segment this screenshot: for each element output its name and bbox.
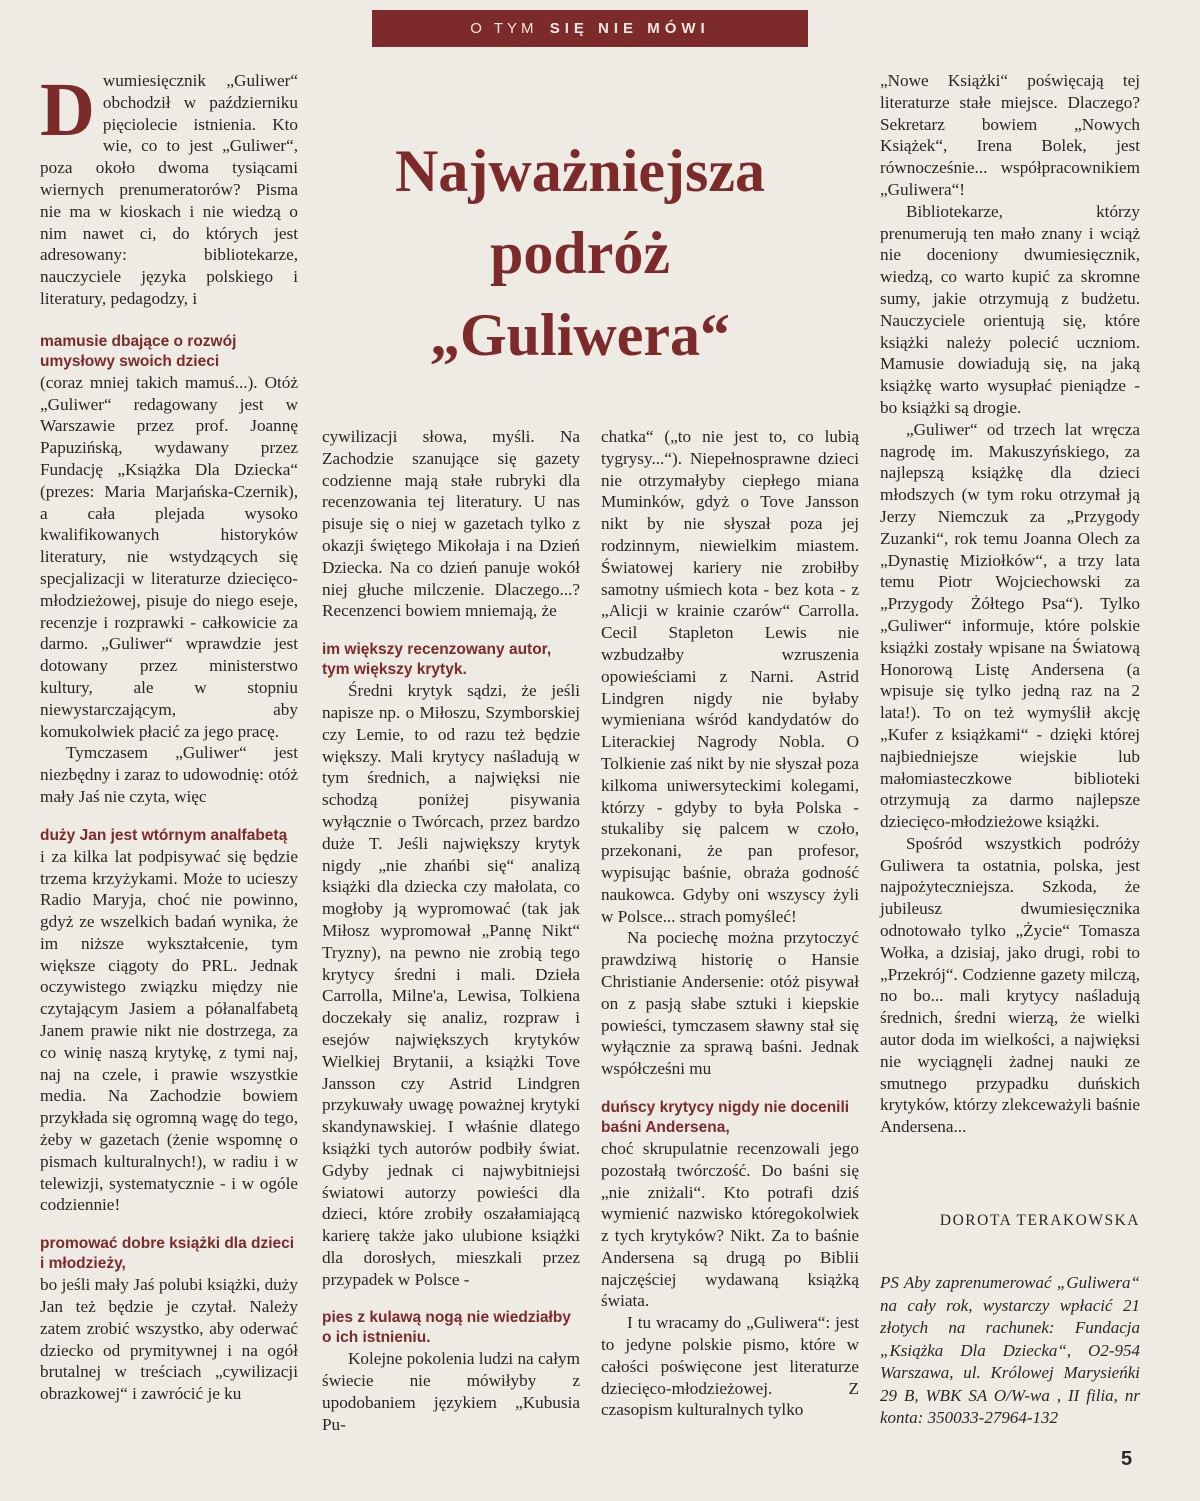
- paragraph: (coraz mniej takich mamuś...). Otóż „Guliwer“ redagowany jest w Warszawie przez prof. Joannę Papuzińską, wydawany przez Fundację „Książka Dla Dziecka“ (prezes: Maria Marjańska-Czernik), a cała plejada wysoko kwalifikowanych historyków literatury, nie wstydzących się specjalizacji w literaturze dziecięco-młodzieżowej, pisuje do niego eseje, recenzje i rozprawki - całkowicie za darmo. „Guliwer“ wprawdzie jest dotowany przez ministerstwo kultury, ale w stopniu niewystarczającym, aby komukolwiek płacić za jego pracę.: [40, 372, 298, 741]
- highlight-dunscy-krytycy: duńscy krytycy nigdy nie docenili baśni Andersena,: [601, 1098, 850, 1136]
- paragraph: bo jeśli mały Jaś polubi książki, duży Jan też będzie je czytał. Należy zatem zrobić wszystko, aby oderwać dziecko od prymitywnej i na ogół brutalnej w treściach „cywilizacji obrazkowej“ i zawrócić je ku: [40, 1275, 298, 1404]
- column-3: [601, 426, 859, 1421]
- subscription-note: PS Aby zaprenumerować „Guliwera“ na cały rok, wystarczy wpłacić 21 złotych na rachunek: Fundacja „Książka Dla Dziecka“, O2-954 Warszawa, ul. Królowej Marysieńki 29 B, WBK SA O/W-wa , II filia, nr konta: 350033-27964-132: [880, 1273, 1140, 1427]
- headline-line-3: „Guliwera“: [430, 302, 730, 368]
- article-headline: [330, 130, 830, 376]
- column-1: [40, 70, 298, 1405]
- paragraph: I tu wracamy do „Guliwera“: jest to jedyne polskie pismo, które w całości poświęcone jest literaturze dziecięco-młodzieżowej. Z czasopism kulturalnych tylko: [601, 1313, 859, 1420]
- intro-paragraph: Dwumiesięcznik „Guliwer“ obchodził w październiku pięciolecie istnienia. Kto wie, co to jest „Guliwer“, poza około dwoma tysiącami wiernych prenumeratorów? Pisma nie ma w kioskach i nie wiedzą o nim nawet ci, do których jest adresowany: bibliotekarze, nauczyciele języka polskiego i literatury, pedagodzy, i: [40, 68, 298, 308]
- highlight-mamusie: mamusie dbające o rozwój umysłowy swoich dzieci: [40, 332, 237, 370]
- paragraph: „Guliwer“ od trzech lat wręcza nagrodę im. Makuszyńskiego, za najlepszą książkę dla dzieci młodszych (w tym roku otrzymał ją Jerzy Niemczuk za „Przygody Zuzanki“, rok temu Joanna Olech za „Dynastię Miziołków“, a trzy lata temu Piotr Wojciechowski za „Przygody Żółtego Psa“). Tylko „Guliwer“ informuje, które polskie książki zostały wpisane na Światową Honorową Listę Andersena (a wpisuje się tylko jedną raz na 2 lata!). To on też wymyślił akcję „Kufer z książkami“ - dzięki której najbiedniejsze wiejskie lub małomiasteczkowe biblioteki otrzymują za darmo najlepsze dziecięco-młodzieżowe książki.: [880, 419, 1140, 832]
- highlight-pies-z-kulawa-noga: pies z kulawą nogą nie wiedziałby o ich istnieniu.: [322, 1309, 571, 1347]
- paragraph: Bibliotekarze, którzy prenumerują ten mało znany i wciąż nie doceniony dwumiesięcznik, wiedzą, co warto kupić za skromne sumy, jakie otrzymują z budżetu. Nauczyciele orientują się, które książki należy polecić uczniom. Mamusie dowiadują się, na jaką książkę warto wysupłać pieniądze - bo książki są drogie.: [880, 201, 1140, 417]
- column-2: [322, 426, 580, 1436]
- paragraph: Tymczasem „Guliwer“ jest niezbędny i zaraz to udowodnię: otóż mały Jaś nie czyta, więc: [40, 743, 298, 806]
- drop-cap: D: [40, 68, 95, 152]
- paragraph: chatka“ („to nie jest to, co lubią tygrysy...“). Niepełnosprawne dzieci nie otrzymałyby ciepłego miana Muminków, gdyż o Tove Jansson nikt by nie słyszał poza jej rodzinnym, niewielkim miastem. Światowej kariery nie zrobiłby samotny uśmiech kota - bez kota - z „Alicji w krainie czarów“ Carrolla. Cecil Stapleton Lewis nie wzbudzałby wzruszenia opowieściami z Narni. Astrid Lindgren nigdy nie byłaby wymieniana wśród kandydatów do Literackiej Nagrody Nobla. O Tolkienie zaś nikt by nie słyszał poza kilkoma uniwersyteckimi kolegami, którzy - gdyby to była Polska - stukaliby się palcem w czoło, przekonani, że pan profesor, wypisując baśnie, obraża godność naukowca. Gdyby oni wszyscy żyli w Polsce... strach pomyśleć!: [601, 427, 859, 926]
- column-4: [880, 70, 1140, 1138]
- headline-line-1: Najważniejsza: [395, 138, 765, 204]
- page-number: 5: [1121, 1448, 1133, 1470]
- paragraph: Spośród wszystkich podróży Guliwera ta ostatnia, polska, jest najpożyteczniejsza. Szkoda, że jubileusz dwumiesięcznika odnotowało tylko „Życie“ Tomasza Wołka, a dzisiaj, jako drugi, robi to „Przekrój“. Codzienne gazety milczą, no bo... mali krytycy naśladują średnich, średni wierzą, że wielki autor doda im wielkości, a najwięksi nie wyciągnęli żadnej nauki ze smutnego przypadku duńskich krytyków, którzy zlekceważyli baśnie Andersena...: [880, 833, 1140, 1137]
- section-banner: [372, 10, 808, 47]
- author-byline: DOROTA TERAKOWSKA: [939, 1212, 1140, 1229]
- section-title: SIĘ NIE MÓWI: [549, 20, 710, 37]
- highlight-duzy-jan: duży Jan jest wtórnym analfabetą: [40, 826, 288, 844]
- paragraph: Średni krytyk sądzi, że jeśli napisze np. o Miłoszu, Szymborskiej czy Lemie, to od razu też będzie większy. Mali krytycy naśladują w tym średnich, a najwięksi nie schodzą poniżej pisywania wyłącznie o Twórcach, przez bardzo duże T. Jeśli największy krytyk nigdy „nie zhańbi się“ analizą książki dla dziecka czy małolata, co mogłoby ją wypromować (tak jak Miłosz wypromował „Pannę Nikt“ Tryzny), na pewno nie zrobią tego krytycy średni i mali. Dzieła Carrolla, Milne'a, Lewisa, Tolkiena doczekały się analiz, rozpraw i esejów największych krytyków Wielkiej Brytanii, a książki Tove Jansson czy Astrid Lindgren przykuwały uwagę poważnej krytyki skandynawskiej. I właśnie dlatego książki tych autorów podbiły świat. Gdyby jednak ci najwybitniejsi światowi autorzy powieści dla dzieci, które zrobiły oszałamiającą karierę także jako ulubione książki dla dorosłych, mieszkali przez przypadek w Polsce -: [322, 681, 580, 1289]
- paragraph: choć skrupulatnie recenzowali jego pozostałą twórczość. Do baśni się „nie zniżali“. Kto potrafi dziś wymienić nazwisko któregokolwiek z tych krytyków? Nikt. Za to baśnie Andersena są drugą po Biblii najczęściej wydawaną książką świata.: [601, 1138, 859, 1311]
- paragraph: cywilizacji słowa, myśli. Na Zachodzie szanujące się gazety codzienne mają stałe rubryki dla recenzowania tej literatury. U nas pisuje się o niej w gazetach tylko z okazji świętego Mikołaja i na Dzień Dziecka. Na co dzień panuje wokół niej głuche milczenie. Dlaczego...? Recenzenci bowiem mniemają, że: [322, 427, 580, 621]
- paragraph: i za kilka lat podpisywać się będzie trzema krzyżykami. Może to ucieszy Radio Maryja, choć nie powinno, gdyż ze wszelkich badań wynika, że im niższe wykształcenie, tym większe ciągoty do PRL. Jednak oczywistego związku między nie czytającym Jasiem a półanalfabetą Janem prawie nikt nie dostrzega, za co winię naszą krytykę, z tymi naj, naj na czele, i prawie wszystkie media. Na Zachodzie bowiem przykłada się ogromną wagę do tego, żeby w gazetach (żenie wspomnę o pismach kulturalnych!), w radiu i w telewizji, systematycznie - i w ogóle codziennie!: [40, 846, 298, 1215]
- paragraph: Na pociechę można przytoczyć prawdziwą historię o Hansie Christianie Andersenie: otóż pisywał on z pasją słabe sztuki i kiepskie powieści, tymczasem sławny stał się wyłącznie za sprawą baśni. Jednak współcześni mu: [601, 928, 859, 1079]
- paragraph: Kolejne pokolenia ludzi na całym świecie nie mówiłyby z upodobaniem językiem „Kubusia Pu-: [322, 1349, 580, 1434]
- highlight-recenzowany-autor: im większy recenzowany autor, tym większy krytyk.: [322, 641, 552, 679]
- headline-line-2: podróż: [490, 220, 670, 286]
- section-prefix: O TYM: [470, 20, 538, 37]
- highlight-promowac: promować dobre książki dla dzieci i młodzieży,: [40, 1235, 295, 1273]
- paragraph: „Nowe Książki“ poświęcają tej literaturze stałe miejsce. Dlaczego? Sekretarz bowiem „Nowych Książek“, Irena Bolek, jest równocześnie... współpracownikiem „Guliwera“!: [880, 71, 1140, 199]
